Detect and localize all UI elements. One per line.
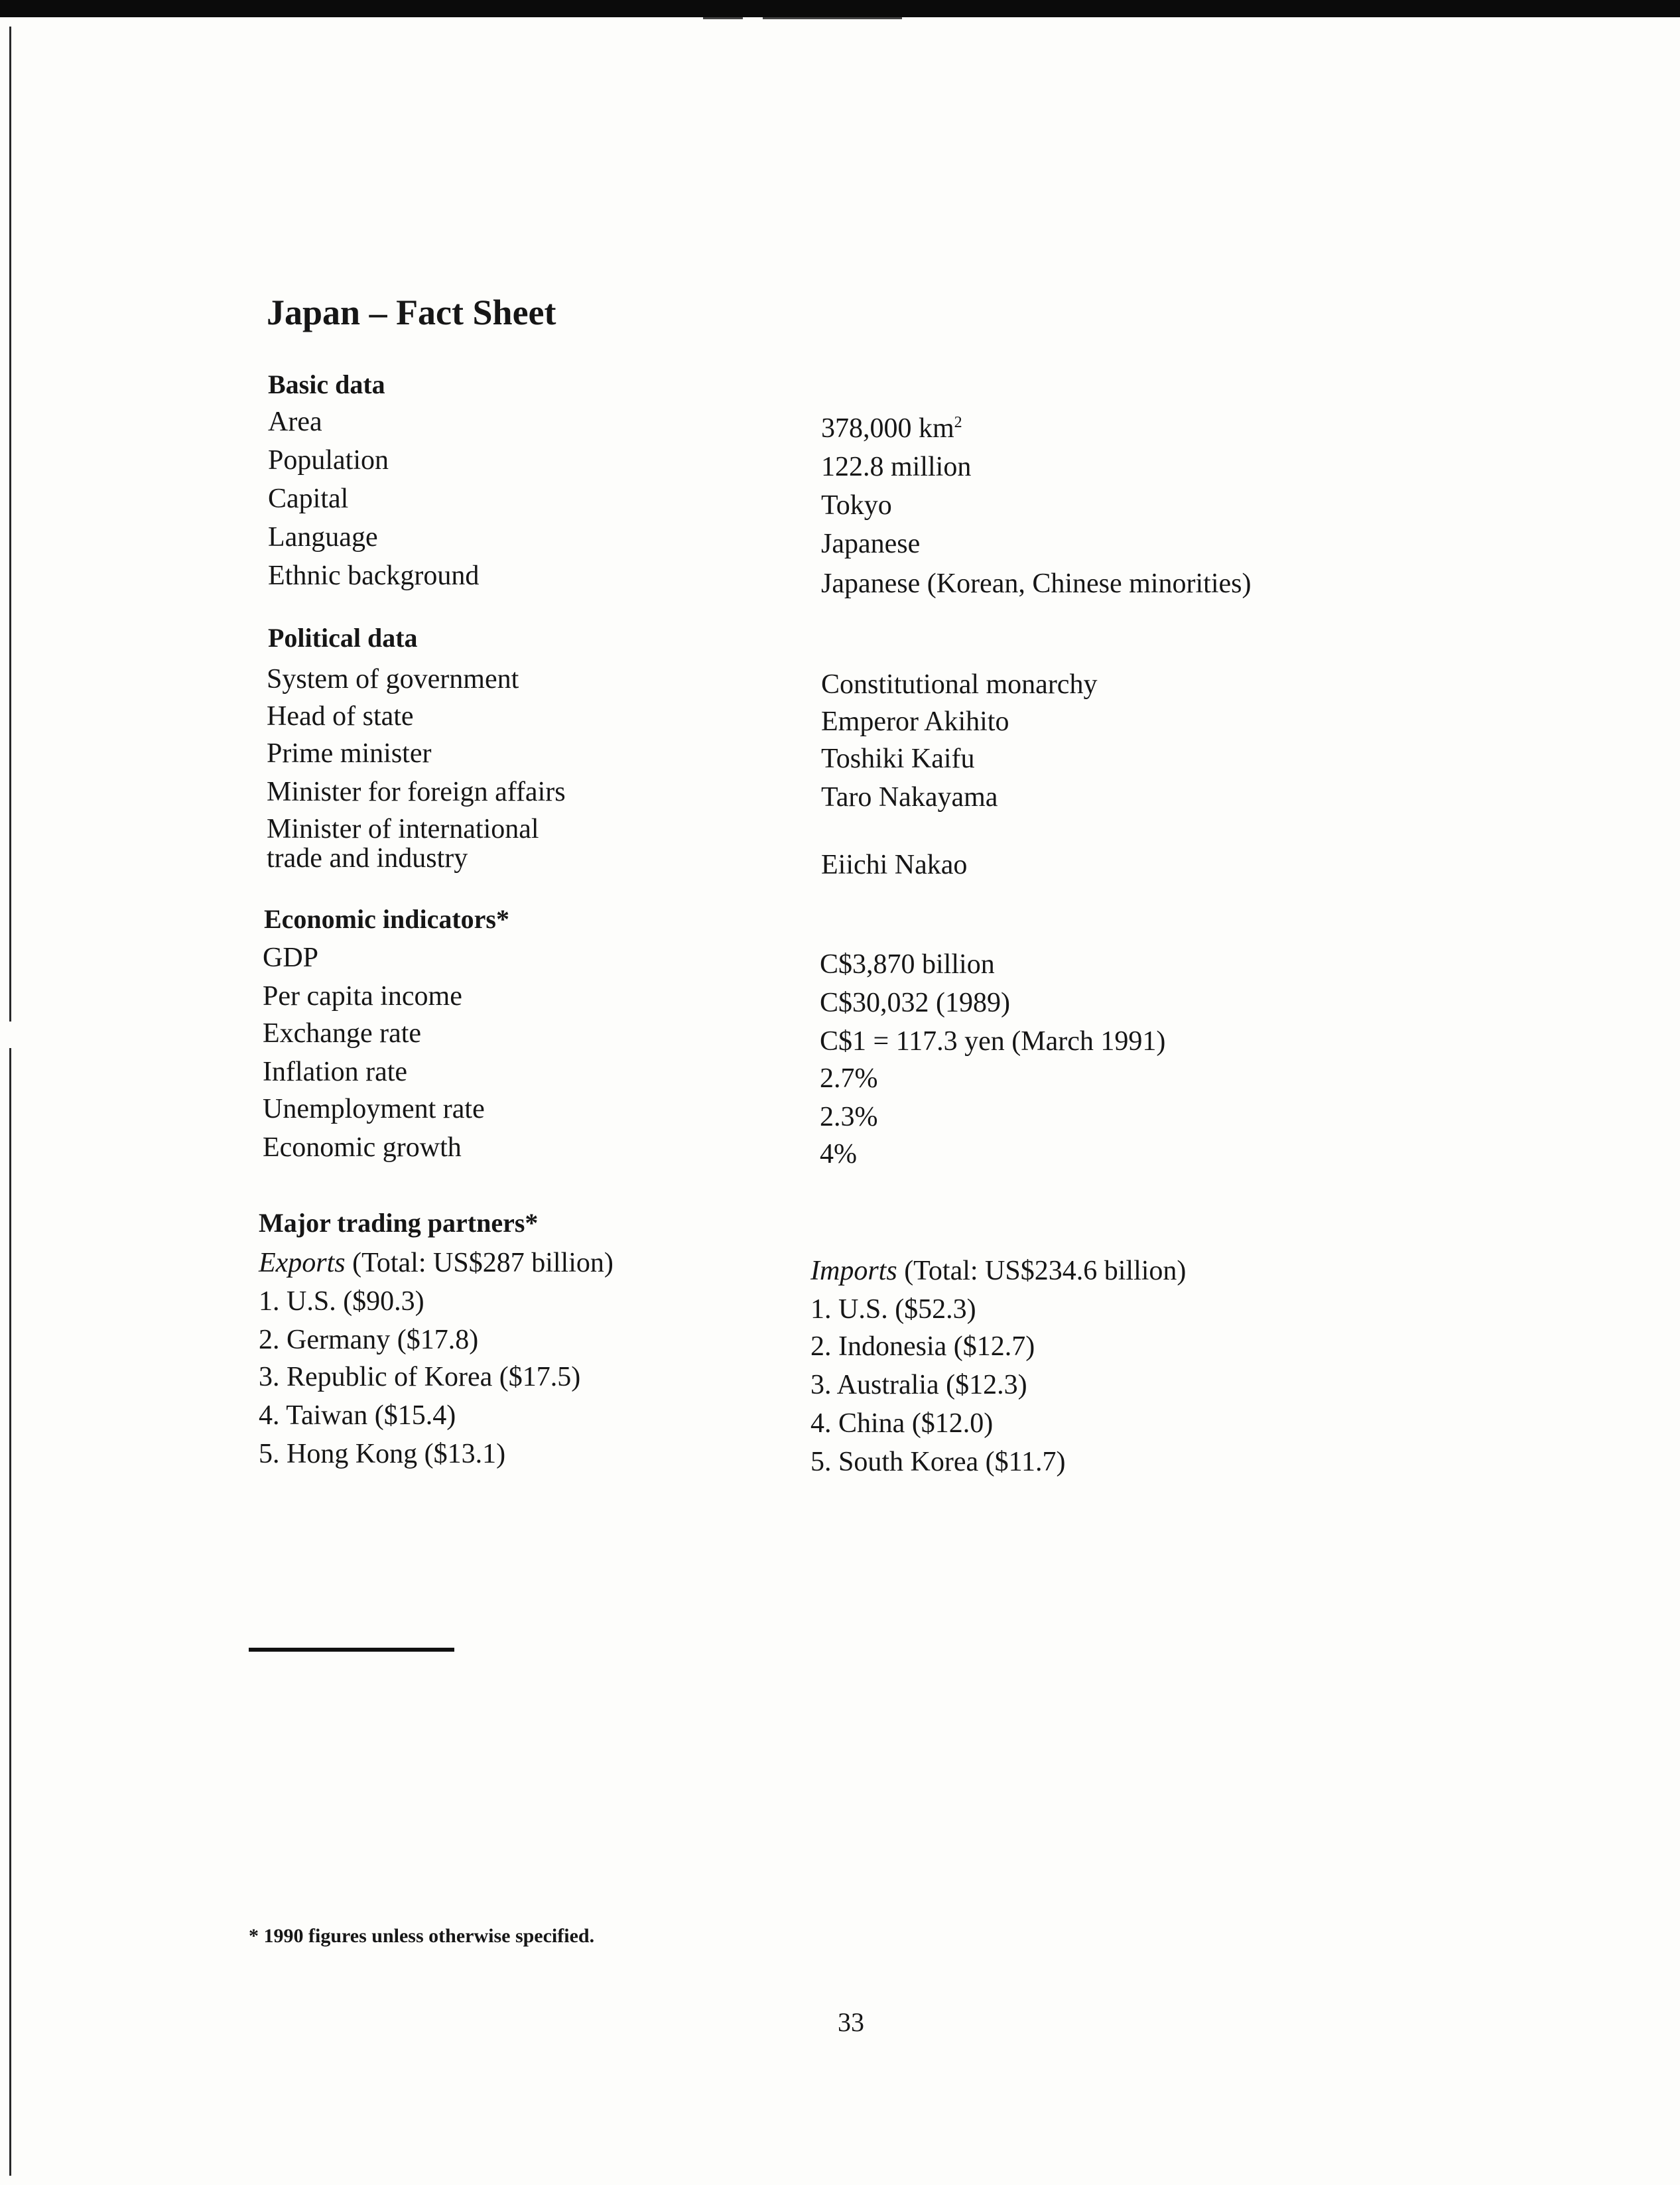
section-heading: Political data [268, 623, 418, 653]
section-heading: Major trading partners* [259, 1208, 539, 1238]
row-value: Japanese (Korean, Chinese minorities) [821, 568, 1252, 599]
row-value: Taro Nakayama [821, 782, 998, 813]
row-value: 2.3% [820, 1102, 878, 1132]
section-heading: Basic data [268, 369, 385, 399]
row-label: Exchange rate [263, 1018, 422, 1049]
row-label: Prime minister [267, 738, 432, 769]
footnote-rule [249, 1648, 454, 1652]
row-label: Head of state [267, 701, 414, 732]
row-value: 122.8 million [821, 452, 972, 482]
row-label: Minister for foreign affairs [267, 777, 566, 807]
binding-edge [9, 1048, 11, 2176]
section-heading: Economic indicators* [264, 904, 509, 934]
scan-mark [763, 17, 902, 19]
list-item: 3. Republic of Korea ($17.5) [259, 1362, 581, 1392]
row-label: Economic growth [263, 1132, 462, 1163]
row-value: Constitutional monarchy [821, 669, 1098, 700]
row-value: Toshiki Kaifu [821, 744, 975, 774]
page-title: Japan – Fact Sheet [267, 293, 556, 332]
list-item: 2. Germany ($17.8) [259, 1325, 479, 1355]
row-label: Minister of international [267, 814, 539, 844]
row-label: Ethnic background [268, 561, 480, 591]
scan-top-edge [0, 0, 1680, 17]
binding-edge [9, 27, 11, 1022]
list-item: 4. Taiwan ($15.4) [259, 1400, 456, 1431]
row-label: Per capita income [263, 981, 462, 1012]
row-value: Tokyo [821, 490, 892, 521]
imports-heading: Imports (Total: US$234.6 billion) [810, 1256, 1187, 1286]
list-item: 4. China ($12.0) [810, 1408, 994, 1439]
page-number: 33 [838, 2007, 864, 2037]
list-item: 5. Hong Kong ($13.1) [259, 1439, 506, 1469]
row-value: C$30,032 (1989) [820, 988, 1010, 1018]
row-label: GDP [263, 943, 319, 973]
row-value: Japanese [821, 529, 921, 559]
list-item: 3. Australia ($12.3) [810, 1370, 1027, 1400]
list-item: 1. U.S. ($90.3) [259, 1286, 424, 1317]
row-value: 4% [820, 1139, 857, 1169]
row-label: Capital [268, 484, 349, 514]
row-value: Emperor Akihito [821, 706, 1009, 737]
row-label-continued: trade and industry [267, 843, 468, 874]
row-label: Area [268, 407, 322, 437]
footnote: * 1990 figures unless otherwise specified. [249, 1925, 595, 1947]
row-value: 378,000 $km^2$ [821, 413, 962, 444]
row-value: Eiichi Nakao [821, 850, 968, 880]
exports-heading: Exports (Total: US$287 billion) [259, 1248, 614, 1278]
list-item: 5. South Korea ($11.7) [810, 1447, 1066, 1477]
row-value: 2.7% [820, 1063, 878, 1094]
list-item: 1. U.S. ($52.3) [810, 1294, 976, 1325]
row-value: C$3,870 billion [820, 949, 995, 980]
row-label: Population [268, 445, 389, 476]
list-item: 2. Indonesia ($12.7) [810, 1331, 1035, 1362]
row-label: Language [268, 522, 378, 553]
row-label: System of government [267, 664, 519, 695]
row-label: Inflation rate [263, 1057, 408, 1087]
row-value: C$1 = 117.3 yen (March 1991) [820, 1026, 1166, 1057]
scan-mark [703, 17, 743, 19]
row-label: Unemployment rate [263, 1094, 485, 1124]
